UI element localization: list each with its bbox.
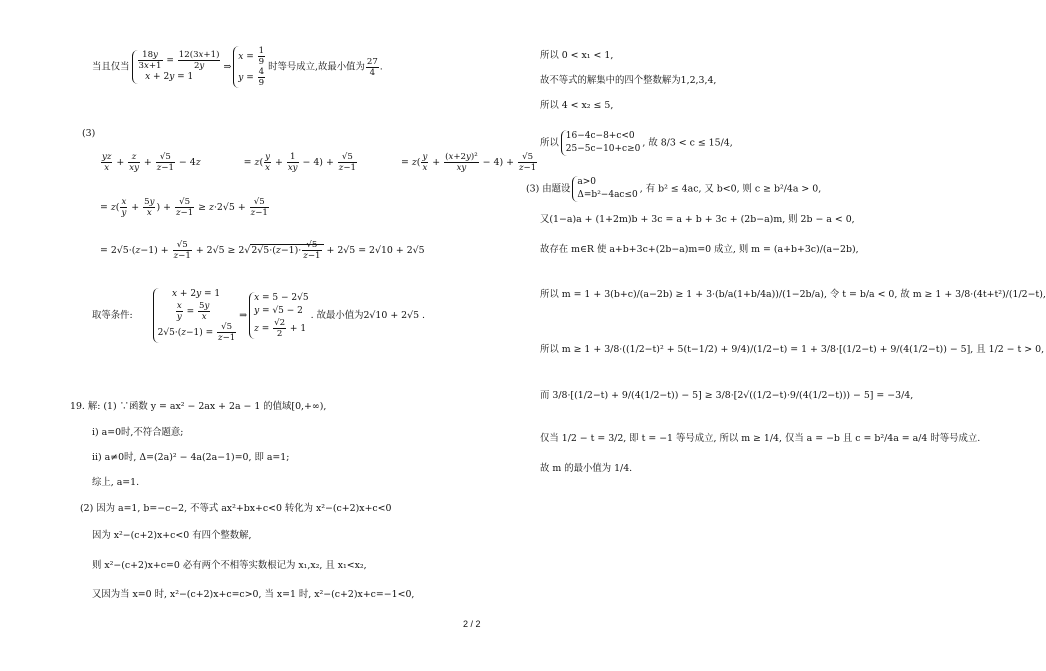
equality-condition-line	[92, 46, 383, 88]
part-label: (3)	[82, 128, 96, 139]
solution-line: 故 m 的最小值为 1/4.	[540, 463, 633, 474]
solution-system: x = 5 − 2√5 y = √5 − 2 z = $\frac{√2}{2}$ + 1	[249, 292, 309, 339]
inequality: 25−5c−10+c≥0	[565, 144, 641, 154]
q19-part2: (2) 因为 a=1, b=−c−2, 不等式 ax²+bx+c<0 转化为 x²−(c+2)x+c<0	[80, 503, 392, 514]
text: 当且仅当	[92, 61, 130, 73]
solution-line: 所以 m ≥ 1 + 3/8·((1/2−t)² + 5(t−1/2) + 9/4)/(1/2−t) = 1 + 3/8·[(1/2−t) + 9/(4(1/2−t)) − 5], 且 1/2 − t > 0,	[540, 344, 1045, 355]
solution-line: 所以 0 < x₁ < 1,	[540, 50, 614, 61]
solution-line: 所以 4 < x₂ ≤ 5,	[540, 100, 614, 111]
page-number: 2 / 2	[463, 619, 481, 629]
text: (3) 由题设	[526, 183, 571, 195]
q19-summary: 综上, a=1.	[92, 477, 140, 488]
solution-line: 所以 m = 1 + 3(b+c)/(a−2b) ≥ 1 + 3·(b/a(1+b/4a))/(1−2b/a), 令 t = b/a < 0, 故 m ≥ 1 + 3/8·(4t+t²)/(1/2−t),	[540, 289, 1046, 300]
implies-symbol: ⇒	[223, 61, 232, 73]
part3-line	[526, 176, 821, 202]
expression-row-1: $\frac{yz}{x}$ + $\frac{z}{xy}$ + $\frac{√5}{z-1}$ − 4z = z( $\frac{y}{x}$ + $\frac{1}{xy}$ − 4) + $\frac{√5}{z-1}$ = z( $\frac{y}{x}$ + $\frac{\text{(x+2y)²}}{xy}$ − 4) + $\frac{√5}{z-1}$	[102, 152, 537, 173]
solution-line: 而 3/8·[(1/2−t) + 9/(4(1/2−t)) − 5] ≥ 3/8·[2√((1/2−t)·9/(4(1/2−t))) − 5] = −3/4,	[540, 390, 914, 401]
period: .	[379, 61, 383, 73]
condition-system	[572, 176, 637, 202]
q19-case-i: i) a=0时,不符合题意;	[92, 427, 184, 438]
equation-system: $\frac{18y}{3x+1}$ = $\frac{12(3x+1)}{2y}$ x + 2y = 1	[132, 50, 222, 84]
implies-symbol: ⇒	[239, 310, 248, 321]
text: 时等号成立,故最小值为	[268, 61, 365, 73]
q19-intro: 19. 解: (1) ∵函数 y = ax² − 2ax + 2a − 1 的值域[0,+∞),	[70, 401, 327, 412]
condition: a>0	[577, 177, 597, 187]
text: , 有 b² ≤ 4ac, 又 b<0, 则 c ≥ b²/4a > 0,	[639, 183, 822, 195]
min-value: $\frac{27}{4}$	[366, 56, 378, 78]
condition-system: x + 2y = 1 $\frac{x}{y}$ = $\frac{5y}{x}$ 2√5·(z−1) = $\frac{√5}{z-1}$	[153, 288, 238, 343]
solution-line: 仅当 1/2 − t = 3/2, 即 t = −1 等号成立, 所以 m ≥ 1/4, 仅当 a = −b 且 c = b²/4a = a/4 时等号成立.	[540, 433, 981, 444]
solution-system: x = $\frac{1}{9}$ y = $\frac{4}{9}$	[233, 46, 266, 88]
text: 取等条件:	[92, 310, 133, 321]
inequality-system	[561, 130, 641, 156]
text: , 故 8/3 < c ≤ 15/4,	[642, 137, 733, 149]
q19-part2-line: 则 x²−(c+2)x+c=0 必有两个不相等实数根记为 x₁,x₂, 且 x₁<x₂,	[92, 560, 367, 571]
q19-part2-line: 因为 x²−(c+2)x+c<0 有四个整数解,	[92, 530, 252, 541]
expression-row-3: = 2√5·(z−1) + $\frac{√5}{z-1}$ + 2√5 ≥ 2√2√5·(z−1)· $\frac{√5}{z-1}$ + 2√5 = 2√10 + 2√5	[100, 240, 425, 261]
text: 所以	[540, 137, 559, 149]
solution-line: 故不等式的解集中的四个整数解为1,2,3,4,	[540, 75, 717, 86]
text: . 故最小值为	[310, 310, 364, 321]
expression-row-2: = z( $\frac{x}{y}$ + $\frac{5y}{x}$ ) + $\frac{√5}{z-1}$ ≥ z·2√5 + $\frac{√5}{z-1}$	[100, 197, 268, 218]
condition: Δ=b²−4ac≤0	[577, 190, 638, 200]
solution-line: 故存在 m∈R 使 a+b+3c+(2b−a)m=0 成立, 则 m = (a+b+3c)/(a−2b),	[540, 244, 859, 255]
inequality: 16−4c−8+c<0	[565, 131, 635, 141]
q19-part2-line: 又因为当 x=0 时, x²−(c+2)x+c=c>0, 当 x=1 时, x²−(c+2)x+c=−1<0,	[92, 589, 415, 600]
q19-case-ii: ii) a≠0时, Δ=(2a)² − 4a(2a−1)=0, 即 a=1;	[92, 452, 290, 463]
solution-line: 又(1−a)a + (1+2m)b + 3c = a + b + 3c + (2b−a)m, 则 2b − a < 0,	[540, 214, 855, 225]
solution-line	[540, 130, 733, 156]
equality-condition-part3: 取等条件: x + 2y = 1 $\frac{x}{y}$ = $\frac{5y}{x}$ 2√5·(z−1) = $\frac{√5}{z-1}$ ⇒ x = 5 − 2√5 y = √5 − 2 z = $\frac{√2}{2}$ + 1 . 故最小值为2√10 + 2√5 .	[92, 289, 426, 343]
